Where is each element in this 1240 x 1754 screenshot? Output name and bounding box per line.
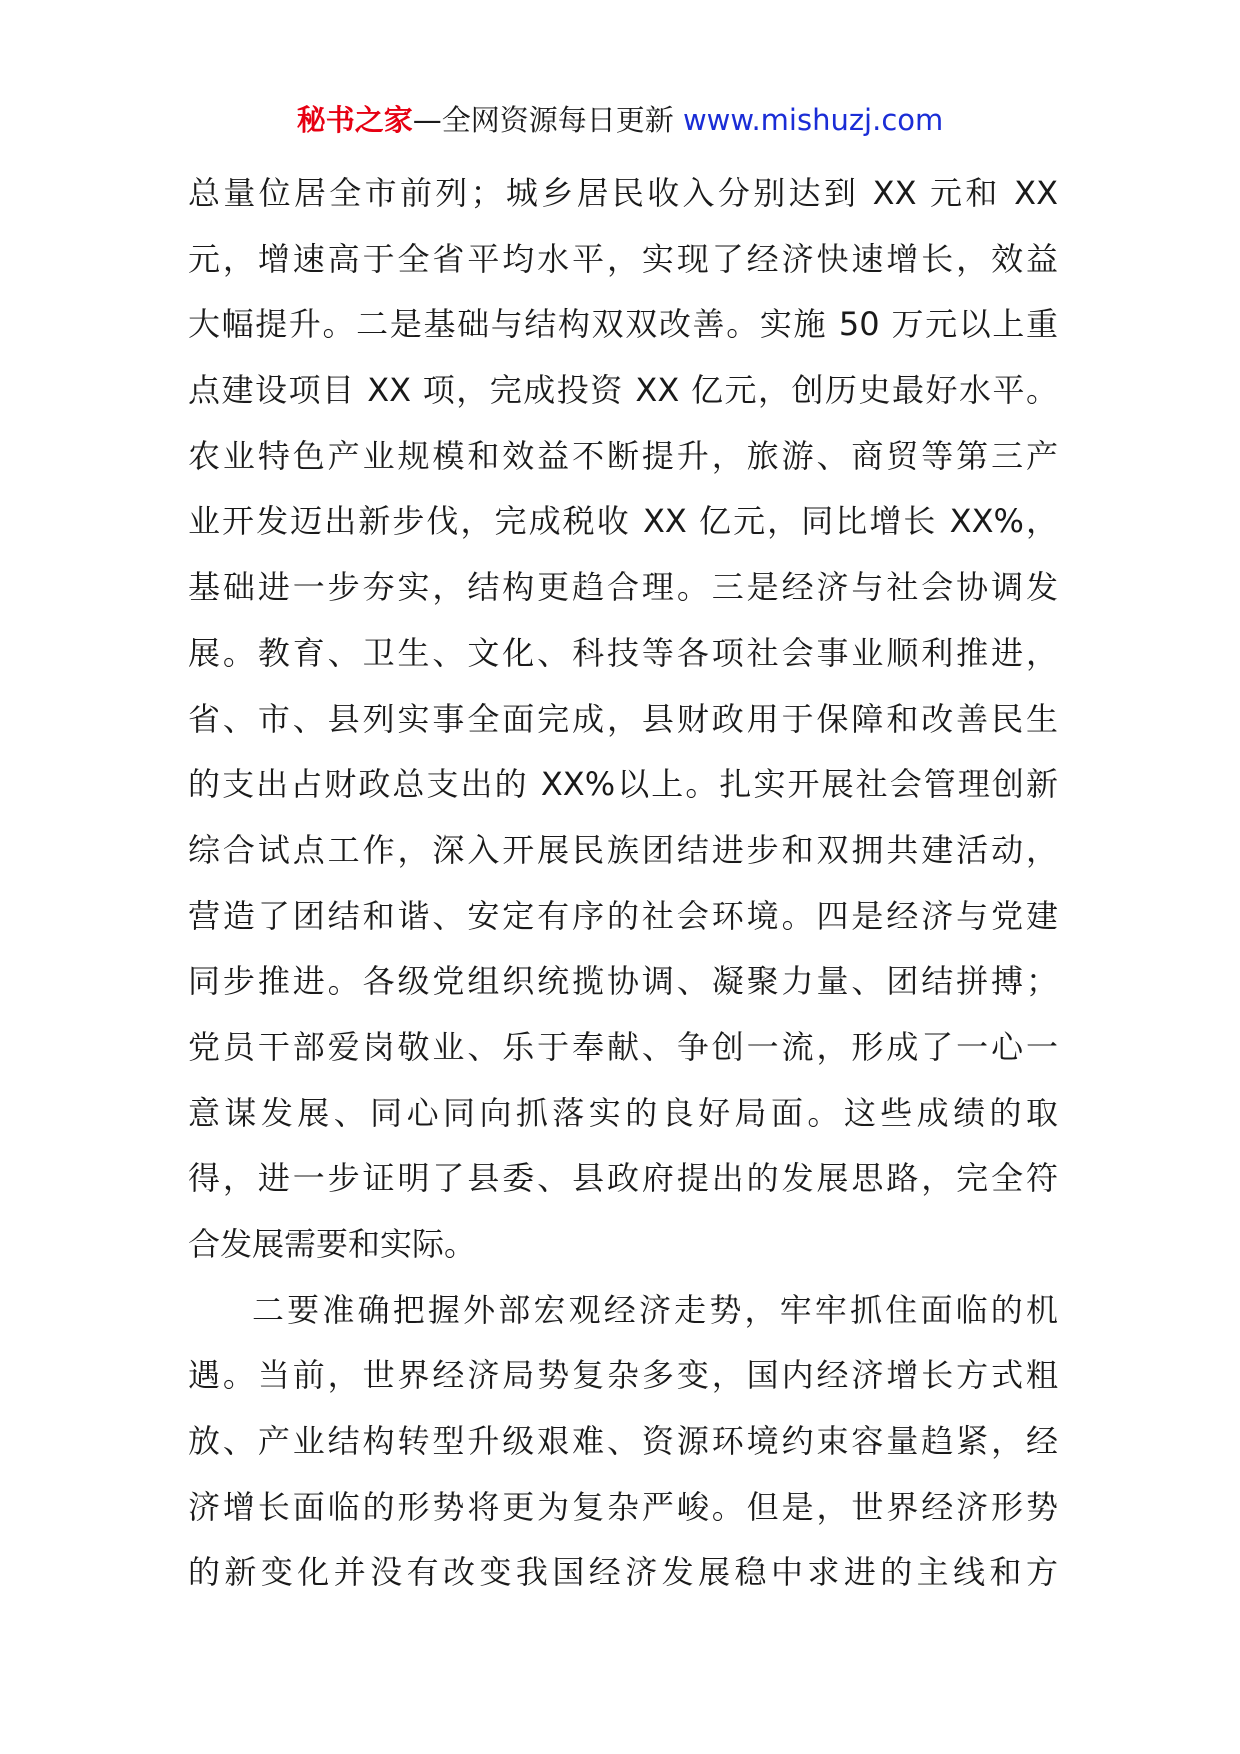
text-line: 总量位居全市前列；城乡居民收入分别达到 XX 元和 XX: [188, 174, 1058, 212]
paragraph-first-line: 二要准确把握外部宏观经济走势，牢牢抓住面临的机: [252, 1290, 1058, 1329]
text-line: 得，进一步证明了县委、县政府提出的发展思路，完全符: [188, 1159, 1058, 1198]
text-line: 农业特色产业规模和效益不断提升，旅游、商贸等第三产: [188, 436, 1058, 475]
text-line: 合发展需要和实际。: [188, 1225, 477, 1263]
text-line: 点建设项目 XX 项，完成投资 XX 亿元，创历史最好水平。: [188, 371, 1058, 410]
text-line: 遇。当前，世界经济局势复杂多变，国内经济增长方式粗: [188, 1356, 1058, 1395]
text-line: 营造了团结和谐、安定有序的社会环境。四是经济与党建: [188, 896, 1058, 935]
text-line: 的新变化并没有改变我国经济发展稳中求进的主线和方: [188, 1553, 1058, 1592]
text-line: 意谋发展、同心同向抓落实的良好局面。这些成绩的取: [188, 1093, 1058, 1132]
text-line: 元，增速高于全省平均水平，实现了经济快速增长，效益: [188, 239, 1058, 278]
document-body: [188, 161, 1058, 1606]
text-line: 业开发迈出新步伐，完成税收 XX 亿元，同比增长 XX%，: [188, 502, 1058, 541]
text-line: 济增长面临的形势将更为复杂严峻。但是，世界经济形势: [188, 1487, 1058, 1526]
text-line: 党员干部爱岗敬业、乐于奉献、争创一流，形成了一心一: [188, 1027, 1058, 1066]
header-slogan: —全网资源每日更新: [412, 103, 683, 137]
text-line: 同步推进。各级党组织统揽协调、凝聚力量、团结拼搏；: [188, 962, 1058, 1001]
text-line: 省、市、县列实事全面完成，县财政用于保障和改善民生: [188, 699, 1058, 738]
header-site-link[interactable]: www.mishuzj.com: [682, 103, 944, 137]
header-brand: 秘书之家: [296, 103, 413, 137]
text-line: 综合试点工作，深入开展民族团结进步和双拥共建活动，: [188, 830, 1058, 869]
text-line: 的支出占财政总支出的 XX%以上。扎实开展社会管理创新: [188, 765, 1058, 804]
text-line: 展。教育、卫生、文化、科技等各项社会事业顺利推进，: [188, 633, 1058, 672]
text-line: 基础进一步夯实，结构更趋合理。三是经济与社会协调发: [188, 568, 1058, 607]
text-line: 放、产业结构转型升级艰难、资源环境约束容量趋紧，经: [188, 1422, 1058, 1461]
text-line: 大幅提升。二是基础与结构双双改善。实施 50 万元以上重: [188, 305, 1058, 344]
page-header: [0, 100, 1240, 140]
